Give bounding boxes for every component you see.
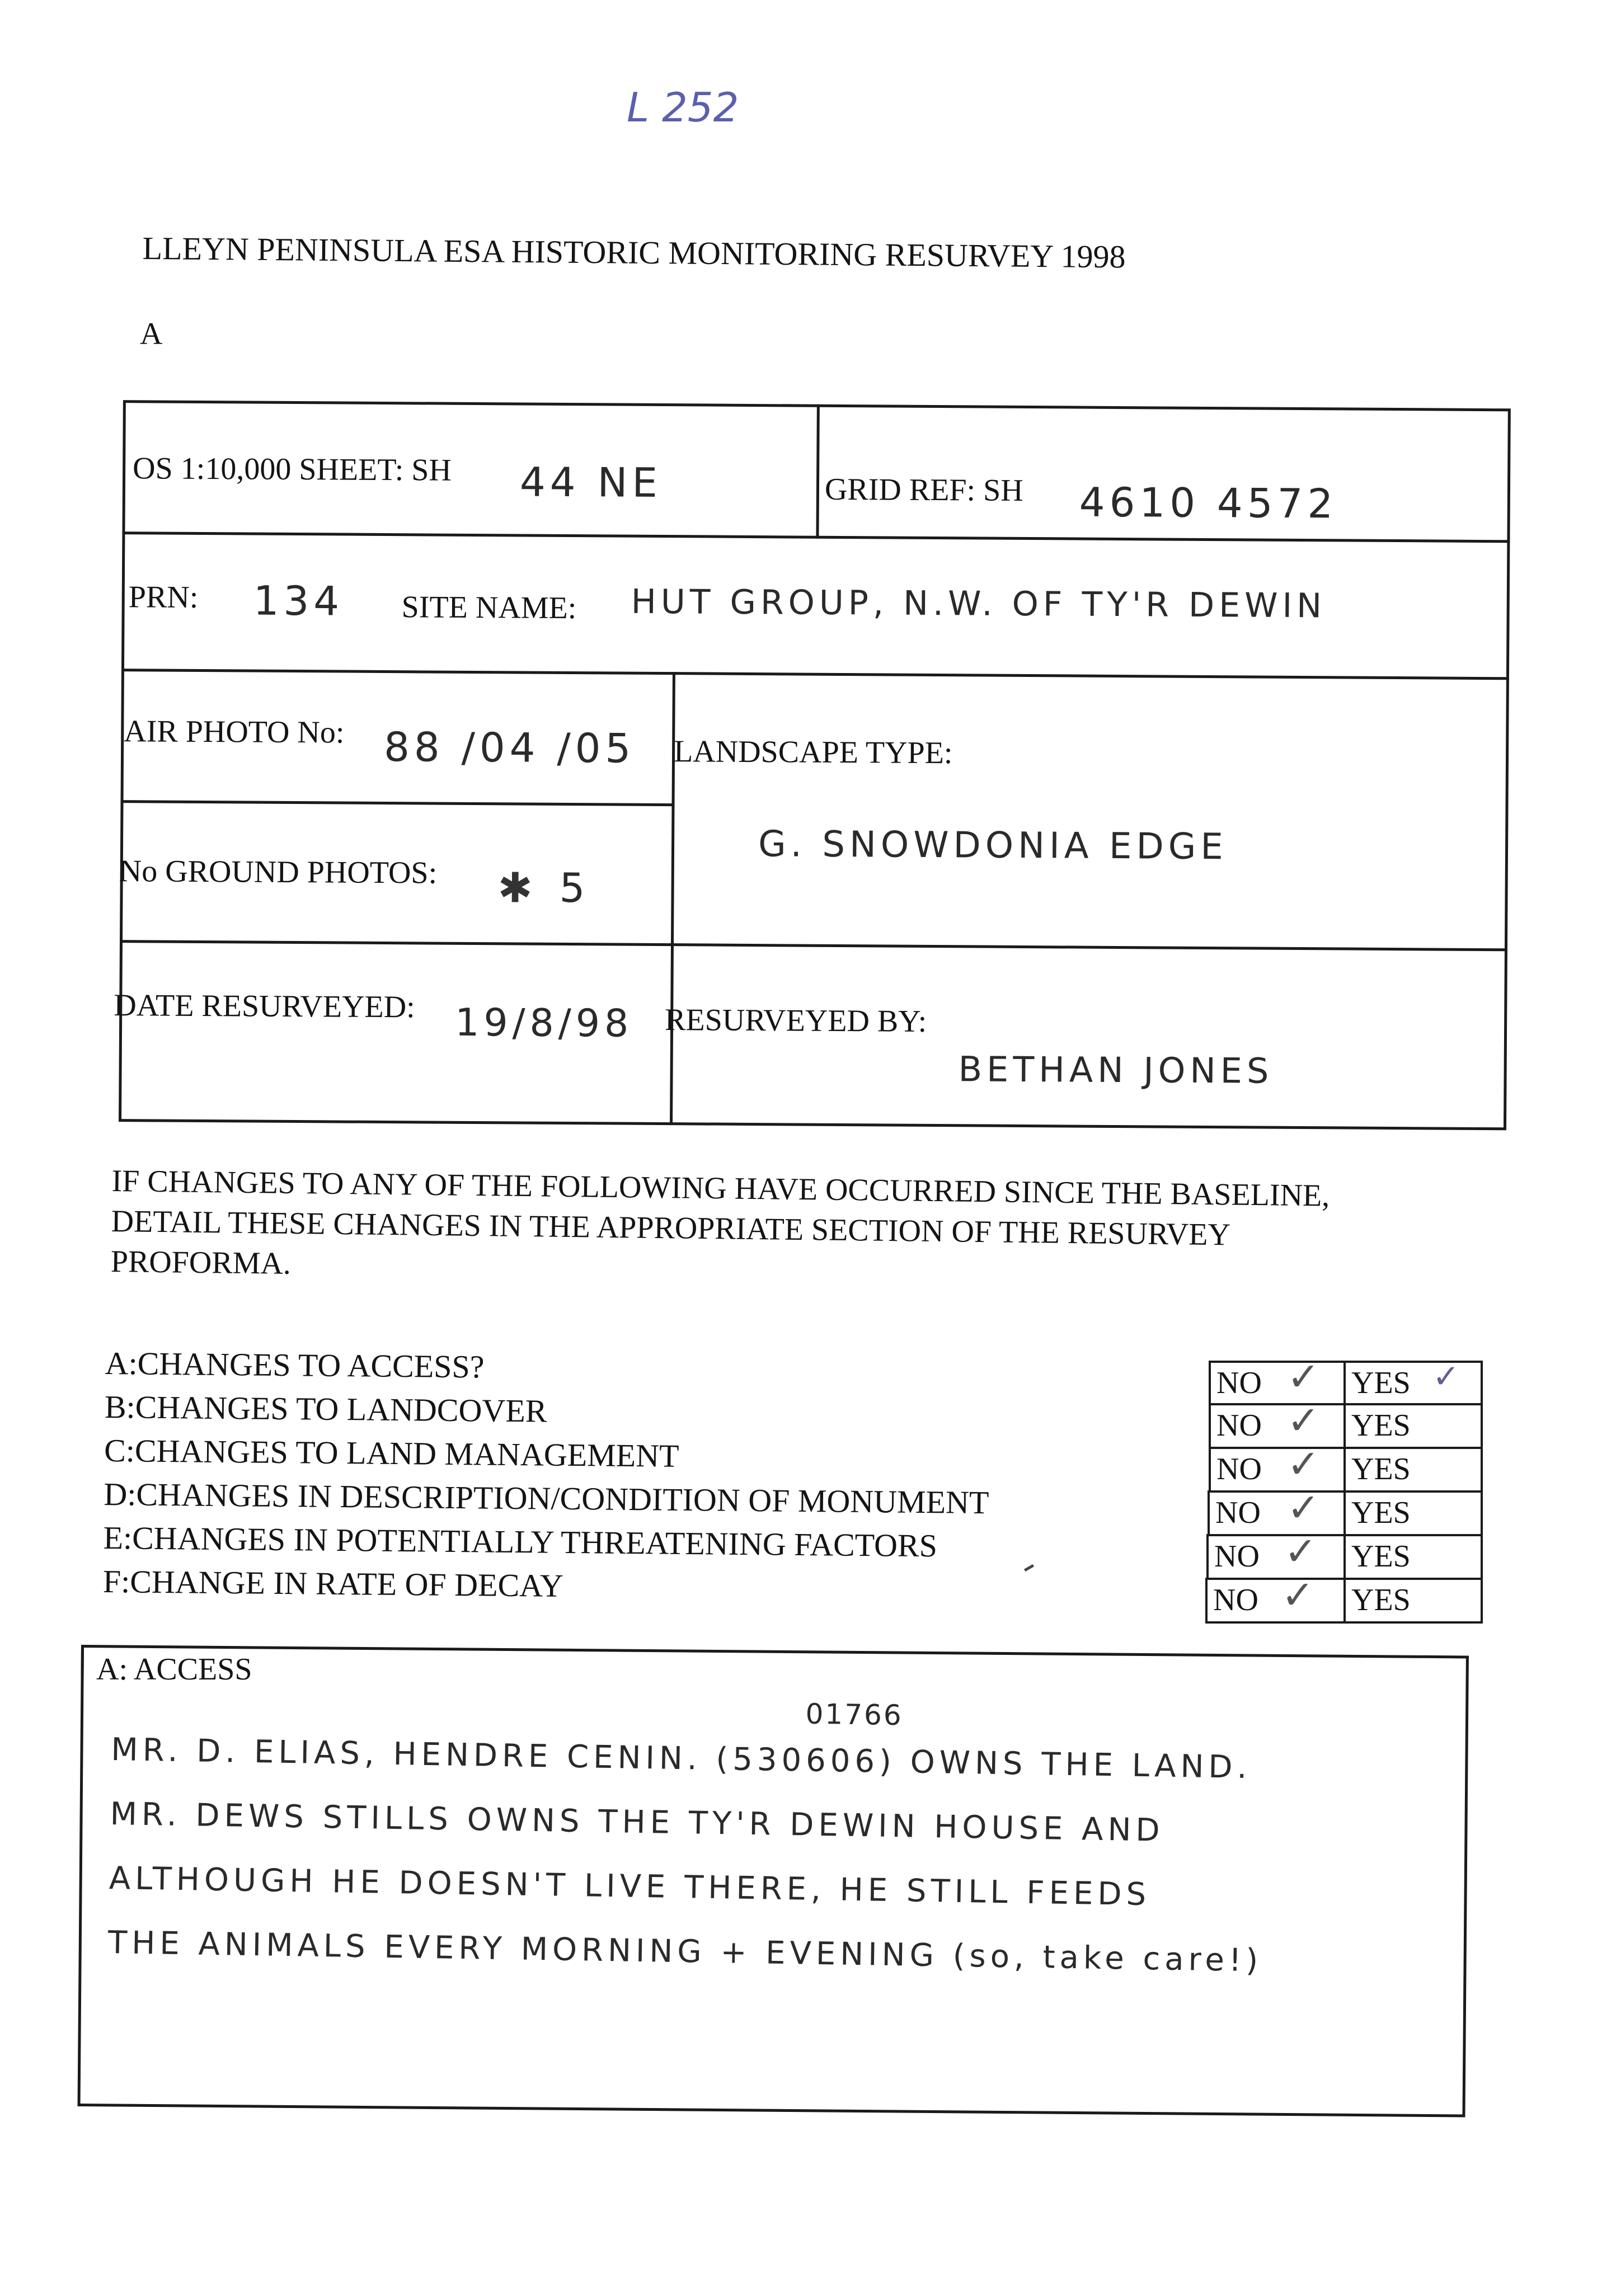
no-checkbox-landcover[interactable] bbox=[1209, 1403, 1346, 1449]
date-resurveyed-label: DATE RESURVEYED: bbox=[114, 988, 415, 1025]
ground-photos-label: No GROUND PHOTOS: bbox=[119, 854, 438, 891]
change-questions bbox=[103, 1342, 991, 1612]
yes-no-grid bbox=[1209, 1354, 1483, 1629]
access-note-line: MR. D. ELIAS, HENDRE CENIN. (530606) OWNS THE LAND. bbox=[110, 1731, 1252, 1786]
tick-mark-icon: ✓ bbox=[1432, 1357, 1460, 1395]
question-access: A:CHANGES TO ACCESS? bbox=[105, 1344, 485, 1385]
tick-mark-icon: ✓ bbox=[1287, 1354, 1320, 1400]
no-label: NO bbox=[1216, 1366, 1262, 1400]
site-name-label: SITE NAME: bbox=[401, 590, 577, 626]
ground-photos-value[interactable]: 5 bbox=[559, 864, 590, 912]
no-label: NO bbox=[1214, 1539, 1260, 1574]
prn-value[interactable]: 134 bbox=[253, 577, 344, 625]
instruction-line: DETAIL THESE CHANGES IN THE APPROPRIATE SECTION OF THE RESURVEY bbox=[111, 1203, 1231, 1253]
access-notes[interactable] bbox=[107, 1695, 1266, 1993]
landscape-type-value[interactable]: G. SNOWDONIA EDGE bbox=[758, 824, 1228, 868]
question-landcover: B:CHANGES TO LANDCOVER bbox=[104, 1388, 547, 1429]
instructions bbox=[110, 1161, 1330, 1297]
air-photo-label: AIR PHOTO No: bbox=[124, 714, 345, 750]
no-label: NO bbox=[1216, 1452, 1262, 1486]
question-threatening-factors: E:CHANGES IN POTENTIALLY THREATENING FACTORS bbox=[103, 1519, 938, 1564]
no-checkbox-land-management[interactable] bbox=[1209, 1447, 1346, 1493]
instruction-line: PROFORMA. bbox=[110, 1244, 292, 1281]
no-checkbox-threatening-factors[interactable] bbox=[1206, 1534, 1346, 1580]
resurveyed-by-value[interactable]: BETHAN JONES bbox=[958, 1048, 1274, 1091]
access-note-line: ALTHOUGH HE DOESN'T LIVE THERE, HE STILL FEEDS bbox=[109, 1860, 1151, 1913]
yes-label: YES bbox=[1351, 1366, 1411, 1400]
instruction-line: IF CHANGES TO ANY OF THE FOLLOWING HAVE OCCURRED SINCE THE BASELINE, bbox=[111, 1163, 1330, 1213]
yes-label: YES bbox=[1351, 1583, 1411, 1617]
os-sheet-value[interactable]: 44 NE bbox=[519, 458, 663, 507]
no-label: NO bbox=[1213, 1583, 1258, 1617]
yes-checkbox-land-management[interactable] bbox=[1343, 1447, 1483, 1493]
access-note-line: THE ANIMALS EVERY MORNING + EVENING (so, take care!) bbox=[107, 1924, 1263, 1979]
grid-ref-label: GRID REF: SH bbox=[824, 472, 1023, 508]
yes-checkbox-threatening-factors[interactable] bbox=[1343, 1534, 1483, 1580]
air-photo-value[interactable]: 88 /04 /05 bbox=[383, 723, 636, 772]
no-checkbox-access[interactable] bbox=[1209, 1361, 1346, 1405]
os-sheet-label: OS 1:10,000 SHEET: SH bbox=[132, 451, 452, 488]
question-land-management: C:CHANGES TO LAND MANAGEMENT bbox=[104, 1432, 679, 1474]
question-monument-condition: D:CHANGES IN DESCRIPTION/CONDITION OF MONUMENT bbox=[104, 1475, 989, 1521]
tick-mark-icon: ✓ bbox=[1287, 1441, 1320, 1487]
access-top-left-rule bbox=[81, 1645, 84, 1678]
yes-checkbox-access[interactable] bbox=[1343, 1361, 1483, 1405]
access-section-label: A: ACCESS bbox=[96, 1652, 252, 1687]
yes-label: YES bbox=[1351, 1539, 1411, 1574]
tick-mark-icon: ✓ bbox=[1287, 1485, 1320, 1531]
tick-mark-icon: ✓ bbox=[1284, 1528, 1317, 1574]
tick-mark-icon: ✓ bbox=[1287, 1398, 1320, 1443]
form-letter: A bbox=[140, 317, 163, 351]
reference-number: L 252 bbox=[627, 84, 739, 131]
tick-mark-icon: ✓ bbox=[1281, 1572, 1314, 1618]
question-decay-rate: F:CHANGE IN RATE OF DECAY bbox=[102, 1563, 563, 1604]
yes-checkbox-landcover[interactable] bbox=[1343, 1403, 1483, 1449]
page-title: LLEYN PENINSULA ESA HISTORIC MONITORING RESURVEY 1998 bbox=[142, 229, 1126, 275]
resurveyed-by-label: RESURVEYED BY: bbox=[664, 1003, 927, 1039]
yes-label: YES bbox=[1351, 1452, 1411, 1486]
phone-code: 01766 bbox=[805, 1697, 904, 1732]
site-name-value[interactable]: HUT GROUP, N.W. OF TY'R DEWIN bbox=[631, 582, 1327, 626]
date-resurveyed-value[interactable]: 19/8/98 bbox=[454, 1000, 633, 1046]
grid-ref-value[interactable]: 4610 4572 bbox=[1079, 478, 1338, 528]
no-label: NO bbox=[1216, 1408, 1262, 1443]
no-checkbox-decay-rate[interactable] bbox=[1205, 1578, 1346, 1624]
yes-label: YES bbox=[1351, 1495, 1411, 1530]
ground-photos-struck-icon: ✱ bbox=[497, 864, 537, 912]
landscape-type-label: LANDSCAPE TYPE: bbox=[673, 734, 953, 771]
yes-label: YES bbox=[1351, 1408, 1411, 1443]
no-checkbox-monument-condition[interactable] bbox=[1208, 1490, 1346, 1536]
access-note-line: MR. DEWS STILLS OWNS THE TY'R DEWIN HOUSE AND bbox=[110, 1795, 1165, 1849]
prn-label: PRN: bbox=[128, 580, 199, 615]
yes-checkbox-monument-condition[interactable] bbox=[1343, 1490, 1483, 1536]
yes-checkbox-decay-rate[interactable] bbox=[1343, 1578, 1483, 1624]
no-label: NO bbox=[1215, 1495, 1261, 1530]
